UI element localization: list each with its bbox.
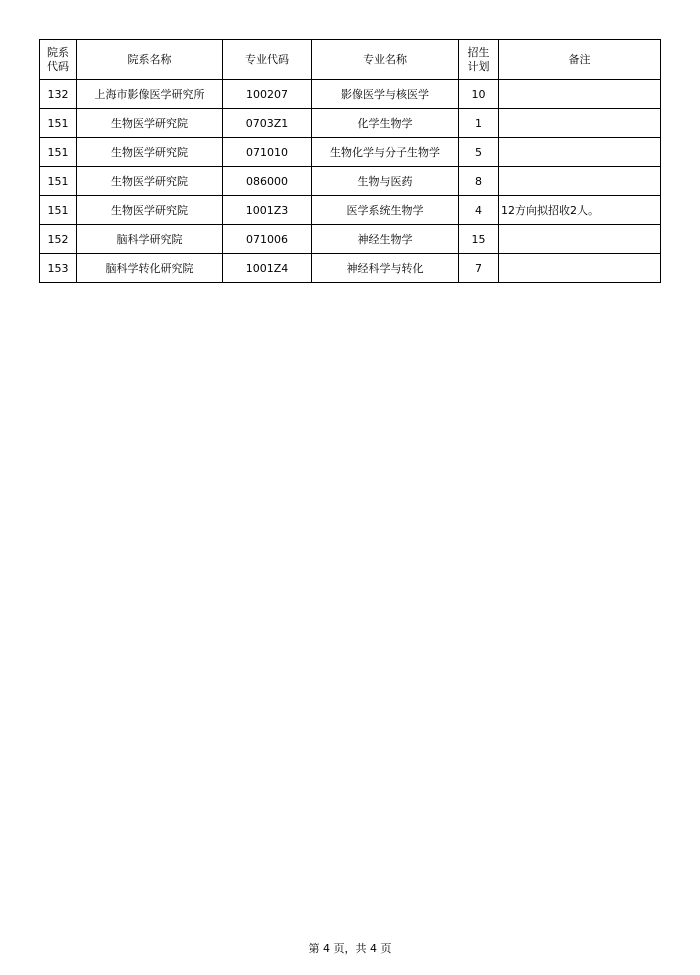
- admissions-table: [39, 39, 661, 283]
- cell-note: [499, 225, 661, 254]
- cell-dept-name: 生物医学研究院: [77, 138, 223, 167]
- table-row: [40, 138, 661, 167]
- cell-dept-name: 生物医学研究院: [77, 109, 223, 138]
- cell-major-name: 影像医学与核医学: [312, 80, 459, 109]
- table-row: [40, 80, 661, 109]
- cell-quota: 4: [459, 196, 499, 225]
- cell-note: 12方向拟招收2人。: [499, 196, 661, 225]
- cell-dept-name: 脑科学转化研究院: [77, 254, 223, 283]
- header-major-code: 专业代码: [223, 40, 312, 80]
- cell-major-code: 1001Z4: [223, 254, 312, 283]
- cell-dept-code: 132: [40, 80, 77, 109]
- page-footer: [0, 940, 700, 956]
- table-row: [40, 109, 661, 138]
- page-number-label: 第 4 页，共 4 页: [308, 942, 392, 955]
- cell-dept-code: 152: [40, 225, 77, 254]
- cell-note: [499, 138, 661, 167]
- cell-major-name: 神经生物学: [312, 225, 459, 254]
- cell-major-name: 神经科学与转化: [312, 254, 459, 283]
- cell-major-name: 生物与医药: [312, 167, 459, 196]
- table-row: [40, 167, 661, 196]
- header-quota-line2: 计划: [467, 59, 490, 73]
- header-quota-line1: 招生: [467, 45, 490, 59]
- cell-dept-code: 151: [40, 196, 77, 225]
- cell-major-name: 化学生物学: [312, 109, 459, 138]
- header-dept-code: [40, 40, 77, 80]
- cell-major-code: 100207: [223, 80, 312, 109]
- header-major-name: 专业名称: [312, 40, 459, 80]
- header-dept-name: 院系名称: [77, 40, 223, 80]
- cell-quota: 7: [459, 254, 499, 283]
- cell-major-code: 086000: [223, 167, 312, 196]
- cell-major-name: 生物化学与分子生物学: [312, 138, 459, 167]
- cell-note: [499, 254, 661, 283]
- cell-dept-name: 脑科学研究院: [77, 225, 223, 254]
- cell-dept-code: 151: [40, 109, 77, 138]
- table-row: [40, 254, 661, 283]
- cell-dept-name: 生物医学研究院: [77, 167, 223, 196]
- cell-quota: 5: [459, 138, 499, 167]
- cell-quota: 1: [459, 109, 499, 138]
- cell-major-code: 1001Z3: [223, 196, 312, 225]
- cell-note: [499, 167, 661, 196]
- cell-dept-code: 151: [40, 138, 77, 167]
- table-header-row: [40, 40, 661, 80]
- cell-quota: 15: [459, 225, 499, 254]
- cell-note: [499, 80, 661, 109]
- cell-quota: 8: [459, 167, 499, 196]
- cell-dept-code: 153: [40, 254, 77, 283]
- cell-dept-name: 生物医学研究院: [77, 196, 223, 225]
- cell-dept-code: 151: [40, 167, 77, 196]
- cell-major-code: 071006: [223, 225, 312, 254]
- header-dept-code-line1: 院系: [47, 45, 69, 59]
- header-quota: [459, 40, 499, 80]
- cell-major-name: 医学系统生物学: [312, 196, 459, 225]
- header-dept-code-line2: 代码: [47, 59, 69, 73]
- header-note: 备注: [499, 40, 661, 80]
- cell-dept-name: 上海市影像医学研究所: [77, 80, 223, 109]
- cell-note: [499, 109, 661, 138]
- cell-major-code: 0703Z1: [223, 109, 312, 138]
- table-row: [40, 196, 661, 225]
- cell-quota: 10: [459, 80, 499, 109]
- table-row: [40, 225, 661, 254]
- cell-major-code: 071010: [223, 138, 312, 167]
